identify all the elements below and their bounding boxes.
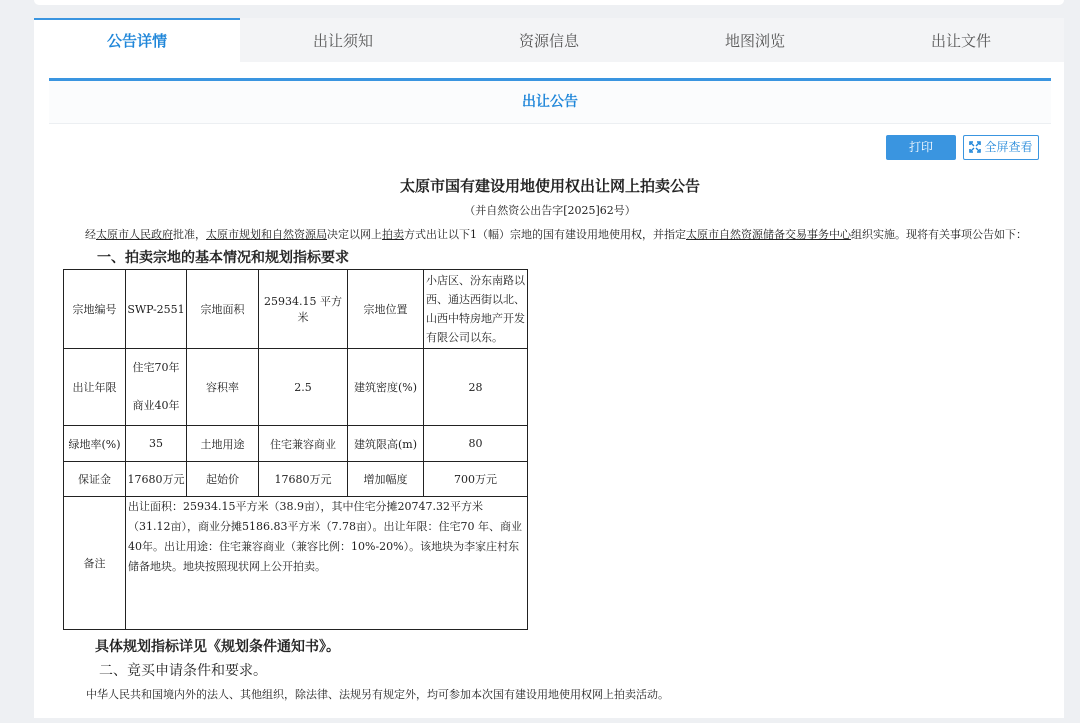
table-row: [64, 497, 528, 630]
table-cell-location: 小店区、汾东南路以西、通达西街以北、山西中特房地产开发有限公司以东。: [424, 270, 528, 349]
gov-link: 太原市人民政府: [96, 228, 173, 241]
table-cell: 700万元: [424, 462, 528, 497]
table-row: [64, 462, 528, 497]
section-1-heading: 一、拍卖宗地的基本情况和规划指标要求: [97, 250, 349, 266]
table-cell: 35: [126, 426, 187, 462]
intro-text-1: 经: [85, 228, 96, 241]
section-header: 出让公告: [49, 78, 1051, 124]
print-button[interactable]: 打印: [886, 135, 956, 160]
tab-announcement-details[interactable]: 公告详情: [34, 18, 240, 62]
table-cell: 绿地率(%): [64, 426, 126, 462]
table-cell: 2.5: [259, 349, 348, 426]
planning-reference: 具体规划指标详见《规划条件通知书》。: [95, 639, 340, 655]
table-cell: 宗地面积: [187, 270, 259, 349]
tab-transfer-notice[interactable]: 出让须知: [312, 32, 373, 50]
tab-bar: [34, 18, 1064, 62]
table-cell: 保证金: [64, 462, 126, 497]
document-title: 太原市国有建设用地使用权出让网上拍卖公告: [399, 177, 700, 195]
table-cell: 建筑限高(m): [348, 426, 424, 462]
parcel-info-table: [63, 269, 528, 630]
content-panel: [34, 18, 1064, 718]
table-cell-remarks: 出让面积：25934.15平方米（38.9亩），其中住宅分摊20747.32平方米（31.12亩），商业分摊5186.83平方米（7.78亩）。出让年限：住宅70 年、商业40年。出让用途：住宅兼容商业（兼容比例：10%-20%）。该地块为李家庄村东储备地块。地块按照现状网上公开拍卖。: [126, 497, 528, 630]
announcement-document: [49, 123, 1051, 723]
section-2-heading: 二、竟买申请条件和要求。: [99, 663, 267, 679]
bureau-link: 太原市规划和自然资源局: [206, 228, 327, 241]
table-cell: 宗地位置: [348, 270, 424, 349]
top-strip: [34, 0, 1064, 5]
intro-text-4: 方式出让以下1（幅）宗地的国有建设用地使用权，并指定: [404, 228, 686, 241]
table-cell: 增加幅度: [348, 462, 424, 497]
table-cell: 备注: [64, 497, 126, 630]
table-cell-term: [126, 349, 187, 426]
intro-text-3: 决定以网上: [327, 228, 382, 241]
table-cell: 出让年限: [64, 349, 126, 426]
table-cell: 容积率: [187, 349, 259, 426]
auction-link: 拍卖: [382, 228, 404, 241]
table-cell: 宗地编号: [64, 270, 126, 349]
tab-transfer-documents[interactable]: 出让文件: [930, 32, 991, 50]
table-row: [64, 426, 528, 462]
table-cell: SWP-2551: [126, 270, 187, 349]
table-cell: 17680万元: [259, 462, 348, 497]
table-cell: 28: [424, 349, 528, 426]
table-row: [64, 349, 528, 426]
table-cell: 建筑密度(%): [348, 349, 424, 426]
intro-paragraph: [85, 226, 1045, 242]
table-cell: 起始价: [187, 462, 259, 497]
expand-arrows-icon: [969, 141, 981, 153]
intro-text-5: 组织实施。现将有关事项公告如下：: [851, 228, 1027, 241]
tab-resource-info[interactable]: 资源信息: [518, 32, 579, 50]
fullscreen-button[interactable]: [963, 135, 1039, 160]
table-cell: 住宅兼容商业: [259, 426, 348, 462]
document-number: （并自然资公出告字[2025]62号）: [464, 204, 636, 217]
table-cell: 土地用途: [187, 426, 259, 462]
table-cell: 25934.15 平方米: [259, 270, 348, 349]
fullscreen-label: 全屏查看: [984, 140, 1033, 154]
table-cell: 17680万元: [126, 462, 187, 497]
tab-map-browse[interactable]: 地图浏览: [724, 32, 785, 50]
term-commercial: 商业40年: [132, 399, 180, 412]
eligibility-paragraph: 中华人民共和国境内外的法人、其他组织，除法律、法规另有规定外，均可参加本次国有建设用地使用权网上拍卖活动。: [86, 688, 669, 701]
center-link: 太原市自然资源储备交易事务中心: [686, 228, 851, 241]
intro-text-2: 批准，: [173, 228, 206, 241]
term-residential: 住宅70年: [132, 361, 180, 374]
table-row: [64, 270, 528, 349]
table-cell: 80: [424, 426, 528, 462]
